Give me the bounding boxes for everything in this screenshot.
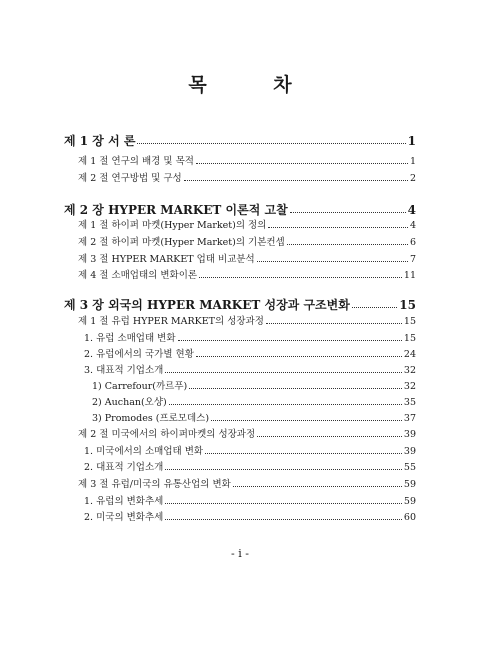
- toc-entry-label: 2. 대표적 기업소개: [84, 462, 164, 473]
- toc-entry-label: 제 4 절 소매업태의 변화이론: [78, 270, 198, 281]
- toc-entry-label: 제 3 절 유럽/미국의 유통산업의 변화: [78, 479, 231, 490]
- page-number-footer: - i -: [231, 547, 249, 560]
- dot-leader: [211, 420, 402, 421]
- toc-entry-label: 2) Auchan(오샹): [92, 397, 167, 408]
- toc-entry-chapter-2[interactable]: [64, 201, 416, 218]
- toc-entry-label: 1. 미국에서의 소매업태 변화: [84, 446, 204, 457]
- toc-entry-item[interactable]: [92, 410, 416, 424]
- toc-entry-item[interactable]: [92, 378, 416, 392]
- toc-entry-label: 제 2 절 미국에서의 하이퍼마켓의 성장과정: [78, 429, 256, 440]
- dot-leader: [165, 372, 402, 373]
- toc-page-number: 4: [409, 220, 416, 231]
- dot-leader: [257, 261, 408, 262]
- dot-leader: [233, 486, 402, 487]
- dot-leader: [178, 340, 402, 341]
- toc-entry-section[interactable]: [78, 251, 416, 265]
- toc-page-number: 39: [403, 429, 416, 440]
- toc-page-number: 1: [409, 156, 416, 167]
- toc-page-number: 32: [403, 365, 416, 376]
- dot-leader: [199, 277, 402, 278]
- toc-page-number: 7: [409, 254, 416, 265]
- toc-page-number: 2: [409, 173, 416, 184]
- toc-page-number: 24: [403, 349, 416, 360]
- toc-page-number: 59: [403, 479, 416, 490]
- dot-leader: [266, 323, 402, 324]
- toc-entry-item[interactable]: [92, 394, 416, 408]
- dot-leader: [184, 180, 408, 181]
- toc-page-number: 15: [399, 298, 416, 312]
- dot-leader: [165, 503, 402, 504]
- toc-page-number: 15: [403, 316, 416, 327]
- dot-leader: [165, 469, 402, 470]
- toc-page-number: 37: [403, 413, 416, 424]
- dot-leader: [189, 388, 402, 389]
- toc-entry-section[interactable]: [78, 153, 416, 167]
- toc-entry-label: 제 1 절 연구의 배경 및 목적: [78, 156, 194, 167]
- toc-entry-subsection[interactable]: [84, 443, 416, 457]
- toc-entry-label: 2. 미국의 변화추세: [84, 512, 164, 523]
- toc-entry-section[interactable]: [78, 426, 416, 440]
- toc-entry-subsection[interactable]: [84, 330, 416, 344]
- toc-entry-label: 제 1 장 서 론: [64, 134, 136, 148]
- toc-page-number: 15: [403, 333, 416, 344]
- toc-entry-chapter-3[interactable]: [64, 296, 416, 313]
- dot-leader: [287, 244, 408, 245]
- toc-entry-subsection[interactable]: [84, 362, 416, 376]
- dot-leader: [352, 307, 397, 308]
- dot-leader: [169, 404, 402, 405]
- toc-page-number: 60: [403, 512, 416, 523]
- toc-entry-label: 3) Promodes (프로모데스): [92, 413, 210, 424]
- toc-entry-label: 1. 유럽 소매업태 변화: [84, 333, 176, 344]
- toc-entry-section[interactable]: [78, 217, 416, 231]
- toc-page-number: 11: [403, 270, 416, 281]
- toc-entry-subsection[interactable]: [84, 509, 416, 523]
- dot-leader: [137, 143, 405, 144]
- toc-entry-label: 제 3 장 외국의 HYPER MARKET 성장과 구조변화: [64, 298, 350, 312]
- toc-entry-label: 제 1 절 유럽 HYPER MARKET의 성장과정: [78, 316, 264, 327]
- toc-entry-label: 2. 유럽에서의 국가별 현황: [84, 349, 194, 360]
- toc-entry-subsection[interactable]: [84, 459, 416, 473]
- dot-leader: [268, 227, 408, 228]
- toc-entry-section[interactable]: [78, 234, 416, 248]
- toc-entry-label: 1) Carrefour(까르푸): [92, 381, 188, 392]
- toc-page-number: 35: [403, 397, 416, 408]
- toc-entry-label: 제 1 절 하이퍼 마켓(Hyper Market)의 정의: [78, 220, 267, 231]
- page-title: 목 차: [188, 74, 322, 96]
- dot-leader: [196, 163, 408, 164]
- toc-entry-section[interactable]: [78, 313, 416, 327]
- dot-leader: [165, 519, 402, 520]
- toc-entry-section[interactable]: [78, 476, 416, 490]
- toc-entry-label: 3. 대표적 기업소개: [84, 365, 164, 376]
- toc-page-number: 6: [409, 237, 416, 248]
- dot-leader: [196, 356, 402, 357]
- toc-page-number: 4: [407, 203, 416, 217]
- dot-leader: [257, 436, 402, 437]
- toc-entry-label: 제 2 절 하이퍼 마켓(Hyper Market)의 기본컨셉: [78, 237, 285, 248]
- toc-entry-subsection[interactable]: [84, 346, 416, 360]
- toc-entry-label: 제 3 절 HYPER MARKET 업태 비교분석: [78, 254, 255, 265]
- toc-page-number: 59: [403, 496, 416, 507]
- toc-entry-subsection[interactable]: [84, 493, 416, 507]
- toc-entry-label: 1. 유럽의 변화추세: [84, 496, 164, 507]
- toc-entry-chapter-1[interactable]: [64, 132, 416, 149]
- toc-entry-label: 제 2 절 연구방법 및 구성: [78, 173, 182, 184]
- toc-entry-label: 제 2 장 HYPER MARKET 이론적 고찰: [64, 203, 288, 217]
- dot-leader: [290, 212, 406, 213]
- toc-page-number: 55: [403, 462, 416, 473]
- toc-page-number: 32: [403, 381, 416, 392]
- toc-page-number: 1: [407, 134, 416, 148]
- toc-page-number: 39: [403, 446, 416, 457]
- dot-leader: [205, 453, 402, 454]
- toc-entry-section[interactable]: [78, 267, 416, 281]
- toc-entry-section[interactable]: [78, 170, 416, 184]
